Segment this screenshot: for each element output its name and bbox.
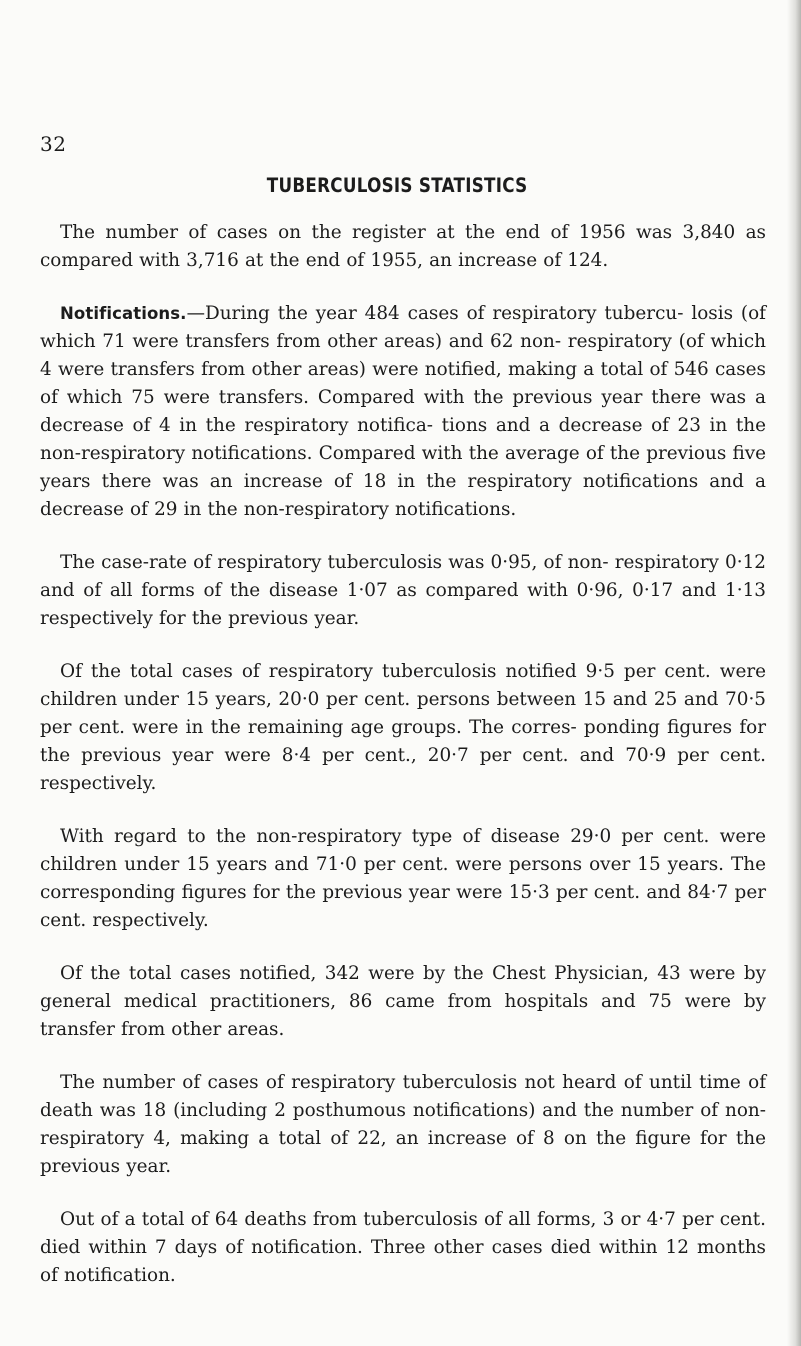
paragraph-text: With regard to the non-respiratory type of disease 29·0 per cent. were children under 15 years and 71·0 per cent. were persons over 15 years. The corresponding figures for the previous year were 15·3 per cent. and 84·7 per cent. respectively.: [40, 826, 766, 931]
paragraph-deaths: [40, 1206, 766, 1290]
section-title: TUBERCULOSIS STATISTICS: [266, 174, 528, 197]
page-edge-shadow: [787, 0, 801, 1346]
page-number: 32: [40, 132, 67, 156]
paragraph-text: Of the total cases of respiratory tuberculosis notified 9·5 per cent. were children under 15 years, 20·0 per cent. persons between 15 and 25 and 70·5 per cent. were in the remaining age groups. The corres- ponding figures for the previous year were 8·4 per cent., 20·7 per cent. and 70·9 per cent. respectively.: [40, 661, 766, 794]
body-text: [40, 219, 766, 1315]
paragraph-text: The case-rate of respiratory tuberculosis was 0·95, of non- respiratory 0·12 and of all forms of the disease 1·07 as compared with 0·96, 0·17 and 1·13 respectively for the previous year.: [40, 552, 766, 629]
paragraph-text: Out of a total of 64 deaths from tuberculosis of all forms, 3 or 4·7 per cent. died within 7 days of notification. Three other cases died within 12 months of notification.: [40, 1209, 766, 1286]
paragraph-case-rate: [40, 549, 766, 633]
paragraph-register-count: [40, 219, 766, 275]
paragraph-posthumous-cases: [40, 1069, 766, 1181]
paragraph-non-respiratory-age-groups: [40, 823, 766, 935]
paragraph-notifications: [40, 300, 766, 524]
paragraph-text: Of the total cases notified, 342 were by the Chest Physician, 43 were by general medical practitioners, 86 came from hospitals and 75 were by transfer from other areas.: [40, 963, 766, 1040]
paragraph-heading: Notifications.: [60, 304, 187, 323]
paragraph-notification-sources: [40, 960, 766, 1044]
paragraph-text: —During the year 484 cases of respiratory tubercu- losis (of which 71 were transfers from other areas) and 62 non- respiratory (of which 4 were transfers from other areas) were notified, making a total of 546 cases of which 75 were transfers. Compared with the previous year there was a decrease of 4 in the respiratory notifica- tions and a decrease of 23 in the non-respiratory notifications. Compared with the average of the previous five years there was an increase of 18 in the respiratory notifications and a decrease of 29 in the non-respiratory notifications.: [40, 303, 766, 520]
paragraph-text: The number of cases of respiratory tuberculosis not heard of until time of death was 18 (including 2 posthumous notifications) and the number of non-respiratory 4, making a total of 22, an increase of 8 on the figure for the previous year.: [40, 1072, 766, 1177]
paragraph-respiratory-age-groups: [40, 658, 766, 798]
paragraph-text: The number of cases on the register at the end of 1956 was 3,840 as compared with 3,716 at the end of 1955, an increase of 124.: [40, 222, 766, 271]
